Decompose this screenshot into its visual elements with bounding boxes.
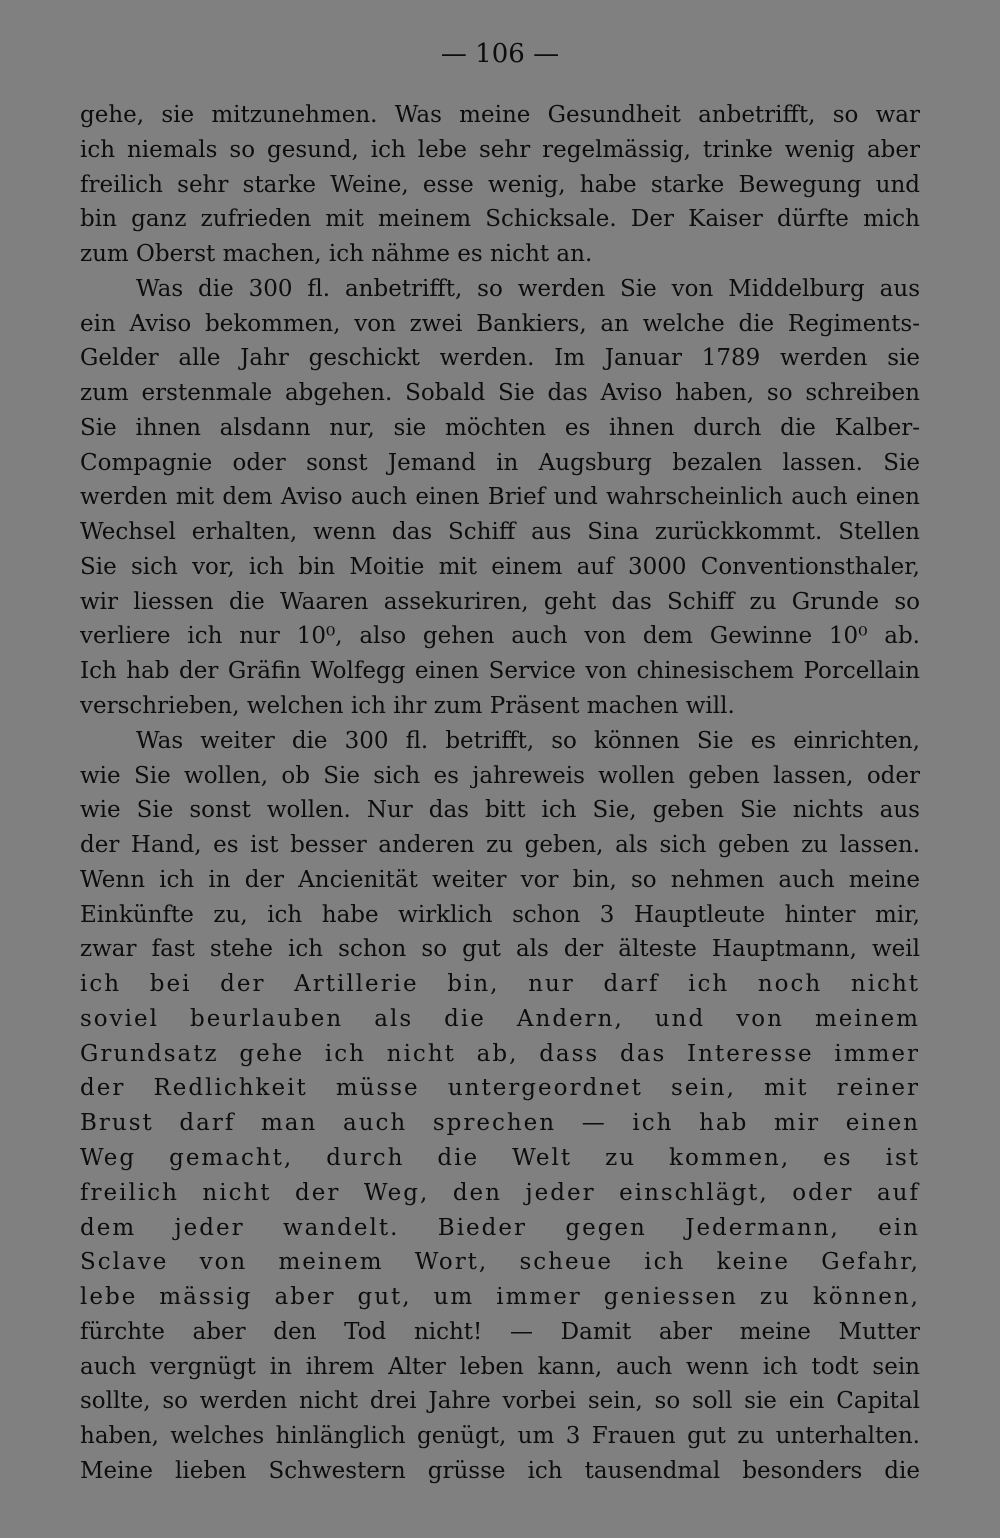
text-line: zwar fast stehe ich schon so gut als der älteste Hauptmann, weil <box>80 936 920 963</box>
body-text <box>80 98 920 1489</box>
text-line: auch vergnügt in ihrem Alter leben kann, auch wenn ich todt sein <box>80 1353 920 1380</box>
text-line: ein Aviso bekommen, von zwei Bankiers, an welche die Regiments- <box>80 310 920 337</box>
text-line: wir liessen die Waaren assekuriren, geht das Schiff zu Grunde so <box>80 588 920 615</box>
page-number: — 106 — <box>440 39 560 69</box>
text-line: werden mit dem Aviso auch einen Brief und wahrscheinlich auch einen <box>80 484 920 511</box>
text-line: Weg gemacht, durch die Welt zu kommen, es ist <box>80 1144 920 1171</box>
text-line: freilich sehr starke Weine, esse wenig, habe starke Bewegung und <box>80 171 920 198</box>
text-line: Grundsatz gehe ich nicht ab, dass das Interesse immer <box>80 1040 920 1067</box>
text-line: ich niemals so gesund, ich lebe sehr regelmässig, trinke wenig aber <box>80 136 920 163</box>
text-line: lebe mässig aber gut, um immer geniessen zu können, <box>80 1284 920 1311</box>
text-line: Was weiter die 300 fl. betrifft, so können Sie es einrichten, <box>136 727 920 754</box>
text-line: gehe, sie mitzunehmen. Was meine Gesundheit anbetrifft, so war <box>80 102 920 128</box>
text-line: Brust darf man auch sprechen — ich hab mir einen <box>80 1110 920 1137</box>
text-line: Sclave von meinem Wort, scheue ich keine Gefahr, <box>80 1249 920 1276</box>
text-line: Sie ihnen alsdann nur, sie möchten es ihnen durch die Kalber- <box>80 414 920 441</box>
text-line: wie Sie wollen, ob Sie sich es jahreweis wollen geben lassen, oder <box>80 762 920 789</box>
text-line: Meine lieben Schwestern grüsse ich tausendmal besonders die <box>80 1457 920 1484</box>
text-line: bin ganz zufrieden mit meinem Schicksale. Der Kaiser dürfte mich <box>80 206 920 233</box>
text-line: soviel beurlauben als die Andern, und von meinem <box>80 1005 920 1032</box>
text-line: freilich nicht der Weg, den jeder einschlägt, oder auf <box>80 1179 920 1206</box>
text-line: Compagnie oder sonst Jemand in Augsburg bezalen lassen. Sie <box>80 449 920 476</box>
text-line: Sie sich vor, ich bin Moitie mit einem auf 3000 Conventionsthaler, <box>80 553 920 580</box>
text-line: haben, welches hinlänglich genügt, um 3 Frauen gut zu unterhalten. <box>80 1423 920 1450</box>
text-line: Was die 300 fl. anbetrifft, so werden Sie von Middelburg aus <box>136 275 920 302</box>
text-line: der Redlichkeit müsse untergeordnet sein, mit reiner <box>80 1075 920 1102</box>
text-line: Wechsel erhalten, wenn das Schiff aus Sina zurückkommt. Stellen <box>80 519 920 546</box>
text-line: verliere ich nur 10⁰, also gehen auch von dem Gewinne 10⁰ ab. <box>80 623 920 650</box>
text-line: Gelder alle Jahr geschickt werden. Im Januar 1789 werden sie <box>80 345 920 372</box>
text-line: dem jeder wandelt. Bieder gegen Jedermann, ein <box>80 1214 920 1241</box>
text-line: Ich hab der Gräfin Wolfegg einen Service von chinesischem Porcellain <box>80 658 920 685</box>
text-line: wie Sie sonst wollen. Nur das bitt ich Sie, geben Sie nichts aus <box>80 797 920 824</box>
text-line: Einkünfte zu, ich habe wirklich schon 3 Hauptleute hinter mir, <box>80 901 920 928</box>
text-line: fürchte aber den Tod nicht! — Damit aber meine Mutter <box>80 1318 920 1345</box>
text-line: Wenn ich in der Ancienität weiter vor bin, so nehmen auch meine <box>80 866 920 893</box>
text-line: ich bei der Artillerie bin, nur darf ich noch nicht <box>80 971 920 998</box>
text-line: zum Oberst machen, ich nähme es nicht an. <box>80 241 593 268</box>
text-line: der Hand, es ist besser anderen zu geben, als sich geben zu lassen. <box>80 832 920 859</box>
text-line: sollte, so werden nicht drei Jahre vorbei sein, so soll sie ein Capital <box>80 1388 920 1415</box>
text-line: verschrieben, welchen ich ihr zum Präsent machen will. <box>80 693 735 720</box>
text-line: zum erstenmale abgehen. Sobald Sie das Aviso haben, so schreiben <box>80 380 920 407</box>
